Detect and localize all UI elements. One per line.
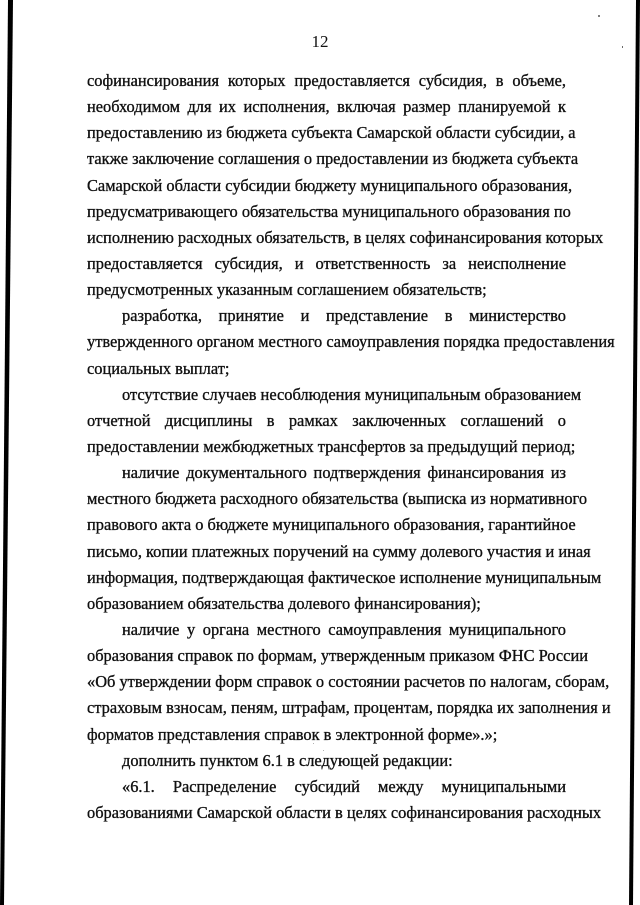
scan-speck — [598, 15, 600, 17]
text-line: предусмотренных указанным соглашением обязательств; — [87, 280, 487, 300]
text-line: форматов представления справок в электронной форме».»; — [87, 724, 498, 744]
text-line: софинансирования которых предоставляется субсидия, в объеме, — [87, 71, 566, 90]
text-line: образования справок по формам, утвержденным приказом ФНС России — [87, 646, 589, 666]
left-scan-edge — [0, 0, 13, 905]
text-line: утвержденного органом местного самоуправления порядка предоставления — [87, 332, 615, 352]
text-line: письмо, копии платежных поручений на сумму долевого участия и иная — [87, 541, 591, 561]
text-line: предоставляется субсидия, и ответственность за неисполнение — [87, 253, 566, 273]
paragraph-first-line: отсутствие случаев несоблюдения муниципальным образованием — [122, 384, 582, 404]
paragraph-first-line: наличие у органа местного самоуправления муниципального — [122, 619, 566, 639]
text-line: необходимом для их исполнения, включая размер планируемой к — [87, 97, 566, 117]
text-line: «Об утверждении форм справок о состоянии расчетов по налогам, сборам, — [87, 672, 610, 692]
document-body — [87, 68, 615, 826]
paragraph-first-line: дополнить пунктом 6.1 в следующей редакции: — [122, 750, 453, 770]
text-line: местного бюджета расходного обязательства (выписка из нормативного — [87, 489, 588, 509]
text-line: исполнению расходных обязательств, в целях софинансирования которых — [87, 227, 604, 247]
text-line: Самарской области субсидии бюджету муниципального образования, — [87, 175, 573, 195]
text-line: отчетной дисциплины в рамках заключенных соглашений о — [87, 410, 566, 430]
text-line: предоставлении межбюджетных трансфертов за предыдущий период; — [87, 436, 576, 456]
text-line: правового акта о бюджете муниципального образования, гарантийное — [87, 515, 576, 535]
text-line: также заключение соглашения о предоставлении из бюджета субъекта — [87, 149, 579, 169]
text-line: предусматривающего обязательства муниципального образования по — [87, 201, 571, 221]
paragraph-first-line: наличие документального подтверждения финансирования из — [122, 463, 566, 483]
text-line: информация, подтверждающая фактическое исполнение муниципальным — [87, 567, 602, 587]
text-line: образованием обязательства долевого финансирования); — [87, 593, 481, 613]
text-line: социальных выплат; — [87, 358, 230, 378]
right-scan-edge — [629, 0, 640, 905]
paragraph-first-line: разработка, принятие и представление в министерство — [122, 306, 566, 326]
text-line: образованиями Самарской области в целях софинансирования расходных — [87, 802, 602, 822]
page-number: 12 — [311, 32, 329, 51]
text-line: страховым взносам, пеням, штрафам, процентам, порядка их заполнения и — [87, 698, 611, 718]
paragraph-first-line: «6.1. Распределение субсидий между муниципальными — [122, 776, 566, 796]
text-line: предоставлению из бюджета субъекта Самарской области субсидии, а — [87, 123, 576, 143]
